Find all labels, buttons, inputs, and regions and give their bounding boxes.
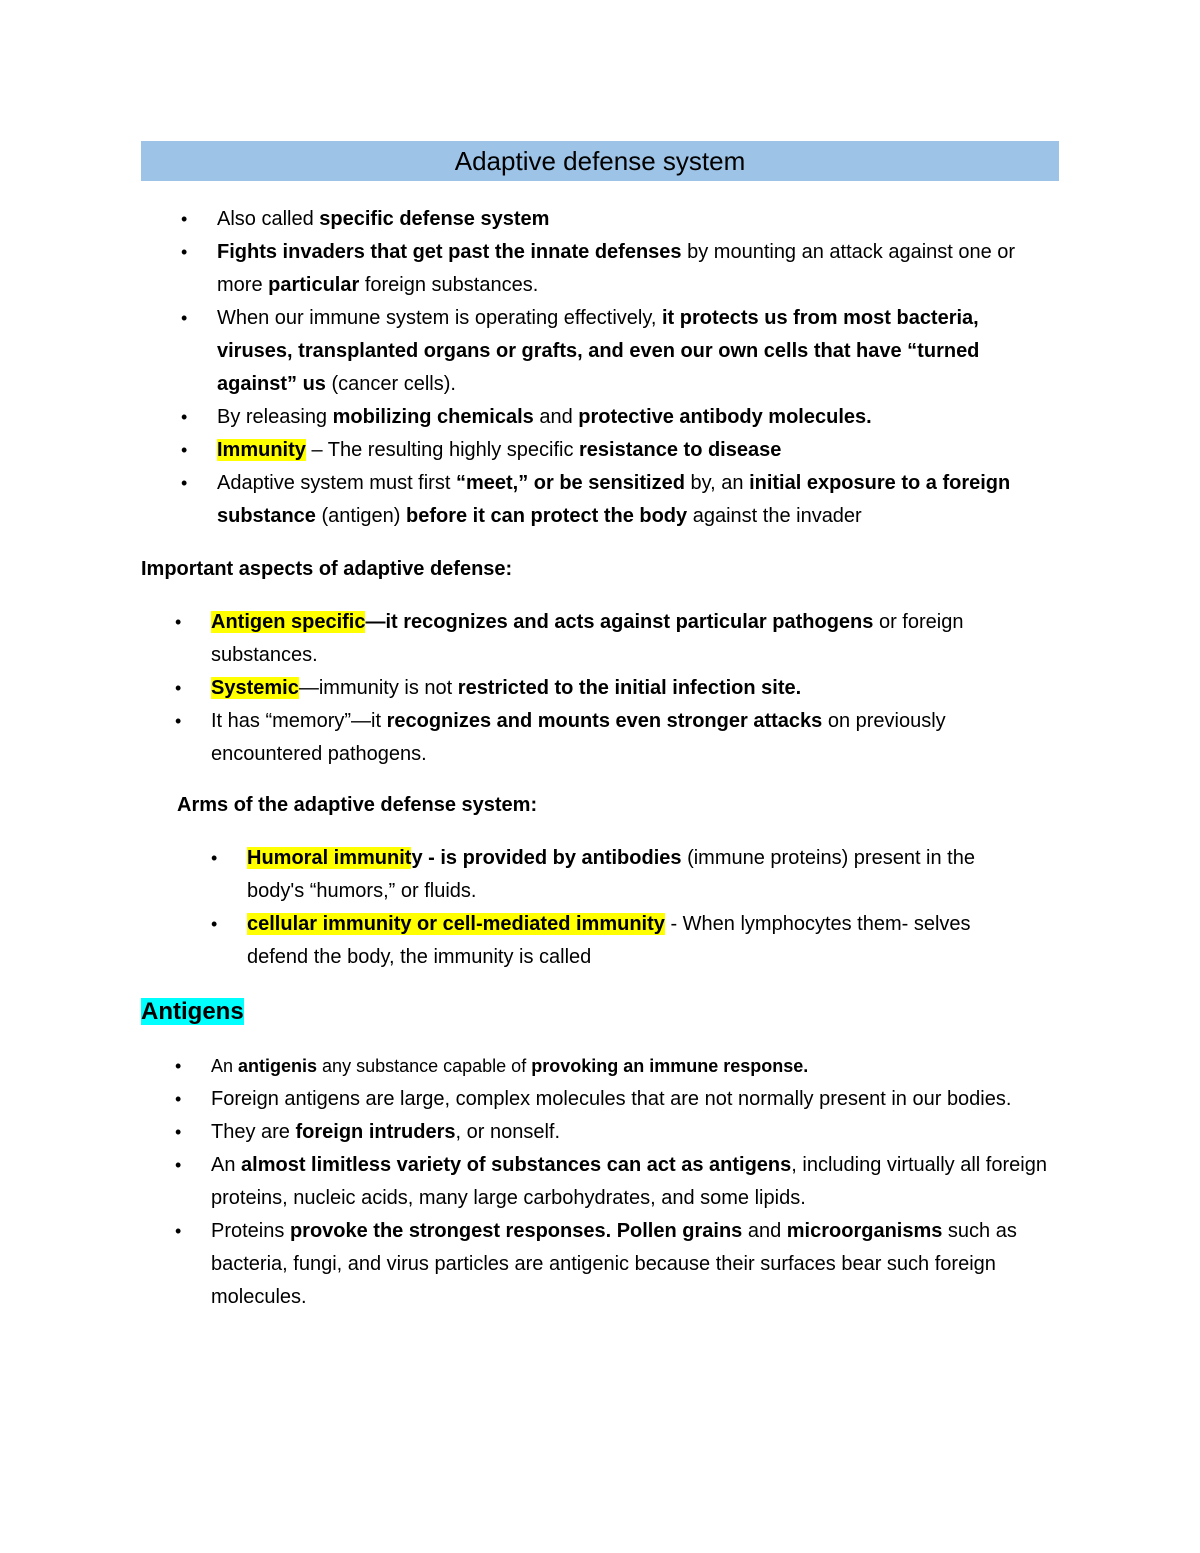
bullet-icon: • [175, 612, 182, 632]
text-run: (cancer cells). [325, 373, 456, 395]
arms-list [0, 842, 1200, 974]
text-run: before it can protect the body [406, 505, 688, 527]
list-item [175, 1083, 1061, 1116]
text-run: Antigen specific [211, 611, 366, 633]
antigens-list-container [0, 1050, 1200, 1314]
text-run: particular [268, 274, 360, 296]
section1-list [0, 203, 1200, 533]
list-item [175, 705, 1011, 771]
text-run: provoke the strongest responses. Pollen grains [289, 1220, 743, 1242]
section1-list-container [0, 203, 1200, 533]
bullet-icon: • [181, 407, 188, 427]
text-run: —it recognizes and acts against particular pathogens [365, 611, 874, 633]
text-run: An [211, 1056, 239, 1076]
text-run: They are [211, 1121, 296, 1143]
bullet-icon: • [175, 1221, 182, 1241]
text-run: (antigen) [315, 505, 406, 527]
text-run: protective antibody molecules. [578, 406, 872, 428]
text-run: by, an [684, 472, 750, 494]
bullet-icon: • [175, 1089, 182, 1109]
bullet-icon: • [181, 242, 188, 262]
text-run: (immune proteins) present in the body's “humors,” or fluids. [247, 847, 975, 902]
text-run: An [211, 1154, 242, 1176]
text-run: By releasing [217, 406, 333, 428]
bullet-icon: • [175, 1155, 182, 1175]
text-run: it protects us from most bacteria, viruses, transplanted organs or grafts, and even our own cells that have “turned against” us [217, 307, 980, 395]
text-run: restricted to the initial infection site. [457, 677, 802, 699]
text-run: Adaptive system must first [217, 472, 456, 494]
text-run: against the invader [687, 505, 862, 527]
list-item [175, 1149, 1061, 1215]
list-item [175, 1215, 1061, 1314]
text-run: and [533, 406, 579, 428]
text-run: - When lymphocytes them- selves defend the body, the immunity is called [247, 913, 971, 968]
text-run: foreign intruders [295, 1121, 456, 1143]
list-item [181, 434, 1057, 467]
text-run: Proteins [211, 1220, 290, 1242]
text-run: “meet,” or be sensitized [455, 472, 685, 494]
bullet-icon: • [211, 914, 218, 934]
text-run: or foreign substances. [211, 611, 964, 666]
list-item [181, 401, 1057, 434]
text-run: —immunity is not [298, 677, 458, 699]
text-run: such as bacteria, fungi, and virus particles are antigenic because their surfaces bear such foreign molecules. [211, 1220, 1017, 1308]
bullet-icon: • [181, 473, 188, 493]
text-run: Humoral immunit [247, 847, 412, 869]
antigens-heading [141, 996, 244, 1028]
text-run: specific defense system [319, 208, 550, 230]
text-run: mobilizing chemicals [332, 406, 534, 428]
bullet-icon: • [175, 678, 182, 698]
text-run: y - is provided by antibodies [411, 847, 682, 869]
text-run: When our immune system is operating effectively, [217, 307, 662, 329]
bullet-icon: • [181, 440, 188, 460]
antigens-heading-text: Antigens [141, 998, 244, 1025]
list-item [211, 908, 1037, 974]
list-item [175, 1116, 1061, 1149]
text-run: and [742, 1220, 787, 1242]
text-run: provoking an immune response. [531, 1056, 809, 1076]
bullet-icon: • [181, 308, 188, 328]
list-item [175, 606, 1011, 672]
arms-heading: Arms of the adaptive defense system: [177, 794, 538, 816]
bullet-icon: • [211, 848, 218, 868]
list-item [181, 302, 1057, 401]
text-run: Also called [217, 208, 320, 230]
text-run: almost limitless variety of substances can act as antigens [241, 1154, 792, 1176]
list-item [181, 203, 1057, 236]
bullet-icon: • [175, 1056, 182, 1076]
text-run: by mounting an attack against one or more [217, 241, 1016, 296]
bullet-icon: • [175, 711, 182, 731]
list-item [175, 1050, 1061, 1083]
list-item [181, 236, 1057, 302]
aspects-list [0, 606, 1200, 771]
aspects-heading: Important aspects of adaptive defense: [141, 558, 513, 580]
text-run: , or nonself. [455, 1121, 561, 1143]
text-run: Fights invaders that get past the innate defenses [217, 241, 682, 263]
text-run: on previously encountered pathogens. [211, 710, 946, 765]
arms-list-container [0, 842, 1200, 974]
text-run: – The resulting highly specific [305, 439, 580, 461]
text-run: resistance to disease [579, 439, 782, 461]
bullet-icon: • [175, 1122, 182, 1142]
text-run: recognizes and mounts even stronger attacks [386, 710, 823, 732]
list-item [181, 467, 1057, 533]
antigens-list [0, 1050, 1200, 1314]
text-run: cellular immunity or cell-mediated immunity [247, 913, 665, 935]
aspects-list-container [0, 606, 1200, 771]
text-run: It has “memory”—it [211, 710, 387, 732]
bullet-icon: • [181, 209, 188, 229]
text-run: any substance capable of [317, 1056, 532, 1076]
text-run: Foreign antigens are large, complex molecules that are not normally present in our bodies. [211, 1088, 1012, 1110]
text-run: initial exposure to a foreign substance [217, 472, 1011, 527]
text-run: Systemic [211, 677, 299, 699]
text-run: antigenis [238, 1056, 318, 1076]
text-run: microorganisms [786, 1220, 943, 1242]
list-item [211, 842, 1037, 908]
text-run: , including virtually all foreign proteins, nucleic acids, many large carbohydrates, and some lipids. [211, 1154, 1047, 1209]
text-run: foreign substances. [359, 274, 539, 296]
list-item [175, 672, 1011, 705]
page-title: Adaptive defense system [141, 141, 1059, 181]
text-run: Immunity [217, 439, 306, 461]
